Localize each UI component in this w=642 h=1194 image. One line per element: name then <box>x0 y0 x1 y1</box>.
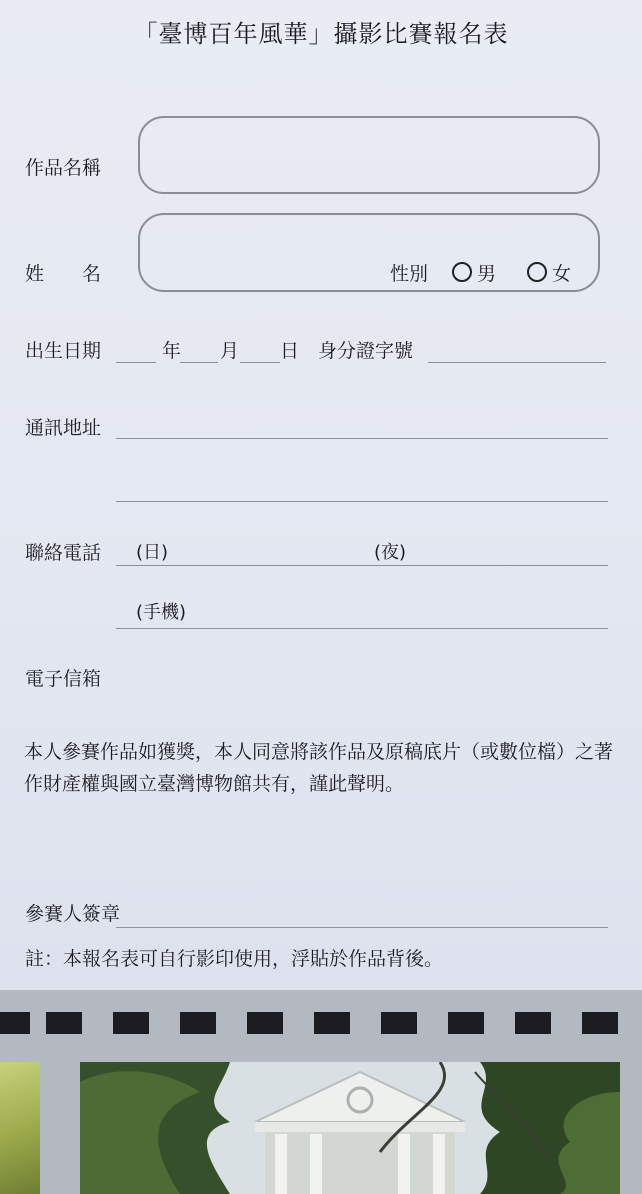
birth-year-field[interactable] <box>116 362 156 363</box>
signature-label: 參賽人簽章 <box>25 903 121 925</box>
film-hole <box>46 1012 82 1034</box>
note-text: 註：本報名表可自行影印使用，浮貼於作品背後。 <box>25 948 444 970</box>
female-label: 女 <box>552 263 572 285</box>
name-label: 姓 名 <box>25 263 102 285</box>
address-label: 通訊地址 <box>25 417 102 439</box>
mobile-field[interactable] <box>116 628 608 629</box>
film-hole <box>381 1012 417 1034</box>
film-hole <box>448 1012 484 1034</box>
phone-field[interactable] <box>116 565 608 566</box>
day-label: 日 <box>280 340 300 362</box>
day-phone-label: (日) <box>136 542 169 563</box>
film-hole <box>0 1012 30 1034</box>
address-field-2[interactable] <box>116 501 608 502</box>
month-label: 月 <box>220 340 240 362</box>
mobile-label: (手機) <box>136 602 187 623</box>
email-label: 電子信箱 <box>25 668 102 690</box>
form-title: 「臺博百年風華」攝影比賽報名表 <box>133 20 509 48</box>
film-hole <box>314 1012 350 1034</box>
birth-month-field[interactable] <box>180 362 218 363</box>
film-hole <box>180 1012 216 1034</box>
birth-label: 出生日期 <box>25 340 102 362</box>
radio-female[interactable] <box>527 262 547 282</box>
signature-field[interactable] <box>116 927 608 928</box>
film-hole <box>515 1012 551 1034</box>
phone-label: 聯絡電話 <box>25 542 102 564</box>
film-hole <box>247 1012 283 1034</box>
birth-day-field[interactable] <box>240 362 280 363</box>
id-label: 身分證字號 <box>318 340 414 362</box>
night-phone-label: (夜) <box>374 542 407 563</box>
work-name-label: 作品名稱 <box>25 157 102 179</box>
gender-male-option[interactable] <box>452 259 496 286</box>
statement-text: 本人參賽作品如獲獎，本人同意將該作品及原稿底片（或數位檔）之著作財產權與國立臺灣博物館共有，謹此聲明。 <box>24 741 614 795</box>
museum-photo <box>80 1062 620 1194</box>
gender-label: 性別 <box>390 263 429 285</box>
museum-illustration <box>80 1062 620 1194</box>
male-label: 男 <box>477 263 497 285</box>
radio-male[interactable] <box>452 262 472 282</box>
year-label: 年 <box>162 340 182 362</box>
work-name-field[interactable] <box>138 116 600 194</box>
address-field-1[interactable] <box>116 438 608 439</box>
film-hole <box>113 1012 149 1034</box>
film-hole <box>582 1012 618 1034</box>
film-frame-partial-image <box>0 1062 40 1194</box>
gender-female-option[interactable] <box>527 259 571 286</box>
id-field[interactable] <box>428 362 606 363</box>
